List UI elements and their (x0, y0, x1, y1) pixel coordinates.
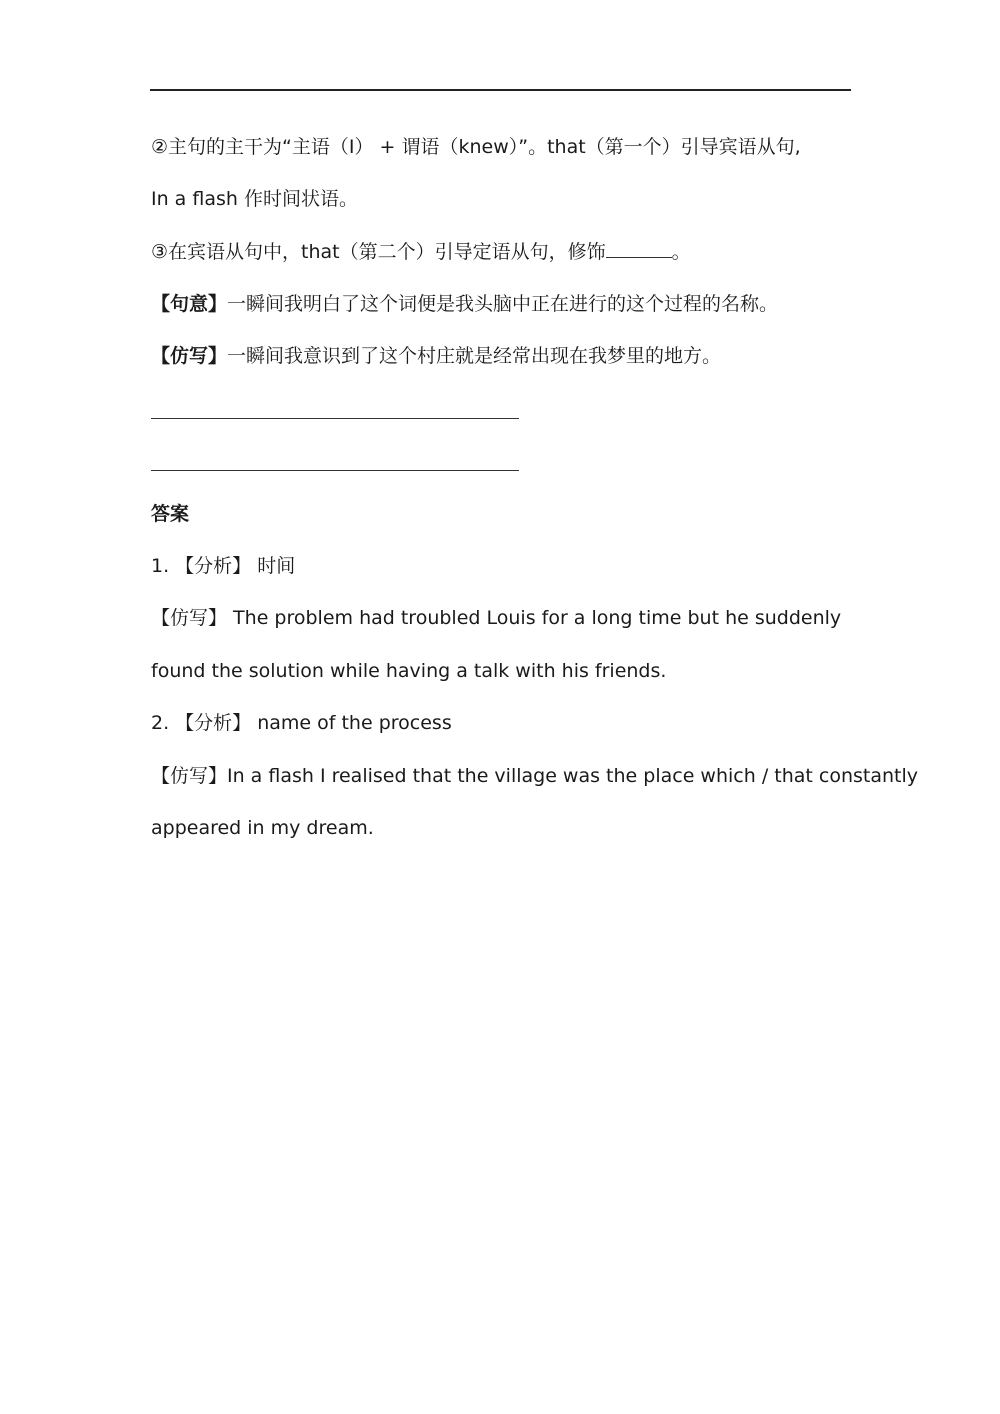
answer-write-line-1[interactable] (151, 418, 519, 419)
imitate-text: 一瞬间我意识到了这个村庄就是经常出现在我梦里的地方。 (227, 345, 722, 367)
note-line-2-cont: In a flash 作时间状语。 (151, 188, 358, 210)
answer-2-write-line-1: 【仿写】In a flash I realised that the village was the place which / that constantly (151, 765, 919, 787)
answers-heading: 答案 (151, 503, 190, 525)
answer-1-analysis: 1. 【分析】 时间 (151, 555, 296, 577)
header-rule (150, 89, 851, 91)
note-line-2: ②主句的主干为“主语（I） + 谓语（knew）”。that（第一个）引导宾语从句, (151, 136, 801, 158)
answer-write-line-2[interactable] (151, 470, 519, 471)
imitate-prompt (151, 344, 721, 368)
sentence-meaning (151, 292, 778, 316)
meaning-text: 一瞬间我明白了这个词便是我头脑中正在进行的这个过程的名称。 (227, 293, 779, 315)
note-line-3 (151, 239, 691, 264)
answer-1-write-line-1: 【仿写】 The problem had troubled Louis for a long time but he suddenly (151, 607, 842, 629)
answer-1-write-line-2: found the solution while having a talk with his friends. (151, 660, 667, 682)
note-line-3-end: 。 (671, 241, 691, 263)
answer-2-write-line-2: appeared in my dream. (151, 817, 374, 839)
answer-2-analysis: 2. 【分析】 name of the process (151, 712, 452, 734)
imitate-label: 【仿写】 (151, 345, 228, 367)
note-line-3-text: ③在宾语从句中，that（第二个）引导定语从句，修饰 (151, 241, 606, 263)
fill-in-blank[interactable] (606, 239, 672, 258)
meaning-label: 【句意】 (151, 293, 228, 315)
